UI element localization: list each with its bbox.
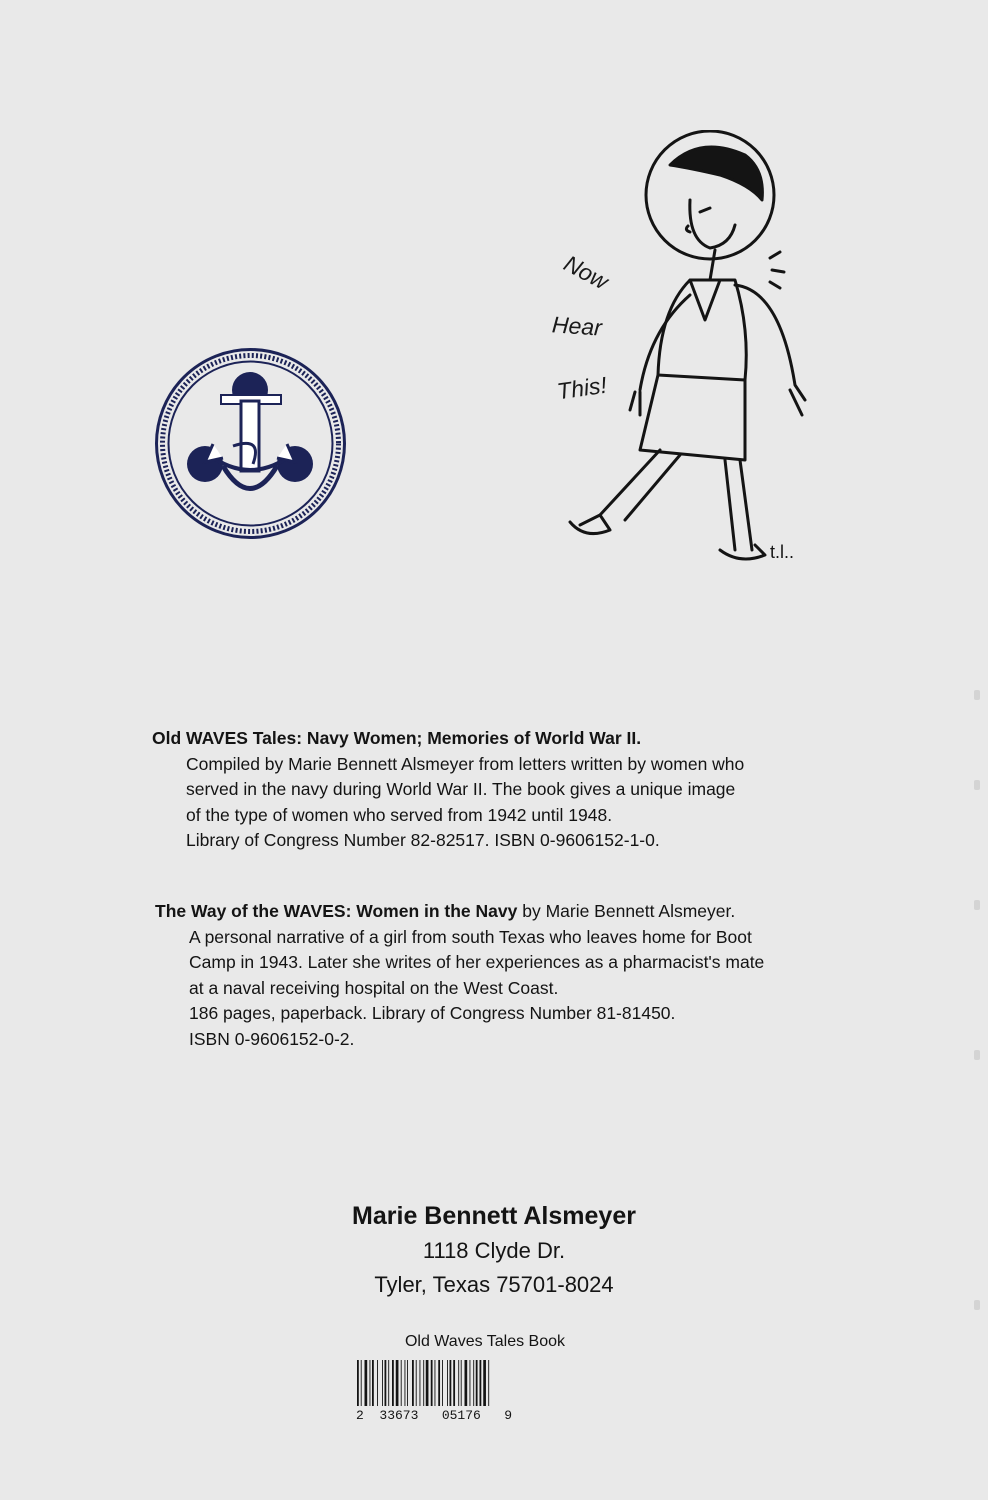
scan-mark [974, 780, 980, 790]
barcode-bar [412, 1360, 414, 1406]
description-line: at a naval receiving hospital on the West Coast. [189, 977, 559, 998]
waves-anchor-emblem [153, 346, 348, 541]
street-address: 1118 Clyde Dr. [422, 1238, 566, 1263]
barcode-bar [382, 1360, 383, 1406]
barcode-bar [405, 1360, 406, 1406]
waves-woman-cartoon [540, 130, 840, 580]
barcode-bar [450, 1360, 452, 1406]
barcode-label: Old Waves Tales Book [404, 1333, 566, 1350]
description-line: 186 pages, paperback. Library of Congress Number 81-81450. [189, 1003, 676, 1023]
barcode-bar [407, 1360, 408, 1406]
barcode-bar [420, 1360, 421, 1406]
slogan-line-2: Hear [551, 311, 603, 341]
barcode-bar [480, 1360, 482, 1406]
barcode-bar [458, 1360, 459, 1406]
barcode-bar [483, 1360, 486, 1406]
book-author: by Marie Bennett Alsmeyer. [517, 901, 736, 921]
barcode-bar [431, 1360, 433, 1406]
book-title-line [155, 899, 845, 925]
city-state-zip: Tyler, Texas 75701-8024 [374, 1272, 614, 1297]
book-title: The Way of the WAVES: Women in the Navy [155, 901, 518, 921]
description-line: ISBN 0-9606152-0-2. [189, 1028, 355, 1049]
barcode-bar [435, 1360, 436, 1406]
barcode-bar [396, 1360, 399, 1406]
book-entry-old-waves-tales [152, 726, 842, 854]
barcode-bar [401, 1360, 402, 1406]
barcode-bar [438, 1360, 440, 1406]
barcode-bar [470, 1360, 471, 1406]
barcode-bar [388, 1360, 389, 1406]
description-line: A personal narrative of a girl from south Texas who leaves home for Boot [189, 926, 752, 947]
barcode-bar [392, 1360, 394, 1406]
barcode-bar [488, 1360, 489, 1406]
barcode-bar [461, 1360, 462, 1406]
barcode-bar [377, 1360, 378, 1406]
barcode-bar [357, 1360, 359, 1406]
barcode-bar [365, 1360, 368, 1406]
barcode-bar [465, 1360, 468, 1406]
author-name: Marie Bennett Alsmeyer [352, 1202, 636, 1230]
barcode [357, 1360, 537, 1410]
barcode-bar [416, 1360, 417, 1406]
barcode-digits: 2 33673 05176 9 [356, 1408, 513, 1423]
barcode-bar [453, 1360, 455, 1406]
slogan-line-1: Now [559, 250, 613, 295]
scan-mark [974, 1050, 980, 1060]
barcode-bar [426, 1360, 429, 1406]
book-description [155, 925, 845, 1053]
scan-mark [974, 1300, 980, 1310]
scan-mark [974, 690, 980, 700]
description-line: served in the navy during World War II. The book gives a unique image [186, 779, 736, 799]
barcode-bar [476, 1360, 478, 1406]
barcode-bar [385, 1360, 387, 1406]
description-line: Library of Congress Number 82-82517. ISBN 0-9606152-1-0. [186, 830, 660, 850]
author-address [0, 1198, 988, 1302]
book-title: Old WAVES Tales: Navy Women; Memories of World War II. [152, 728, 642, 748]
cartoonist-signature: t.l.. [770, 542, 795, 562]
barcode-bar [370, 1360, 371, 1406]
description-line: of the type of women who served from 1942 until 1948. [186, 804, 613, 825]
book-description [152, 752, 842, 854]
barcode-bar [447, 1360, 448, 1406]
scan-mark [974, 900, 980, 910]
barcode-bar [372, 1360, 374, 1406]
description-line: Camp in 1943. Later she writes of her experiences as a pharmacist's mate [189, 952, 765, 972]
book-entry-way-of-the-waves [155, 899, 845, 1052]
description-line: Compiled by Marie Bennett Alsmeyer from letters written by women who [186, 753, 745, 774]
barcode-bar [361, 1360, 362, 1406]
barcode-bar [423, 1360, 424, 1406]
slogan-line-3: This! [555, 371, 609, 405]
barcode-bar [442, 1360, 443, 1406]
barcode-bar [473, 1360, 474, 1406]
